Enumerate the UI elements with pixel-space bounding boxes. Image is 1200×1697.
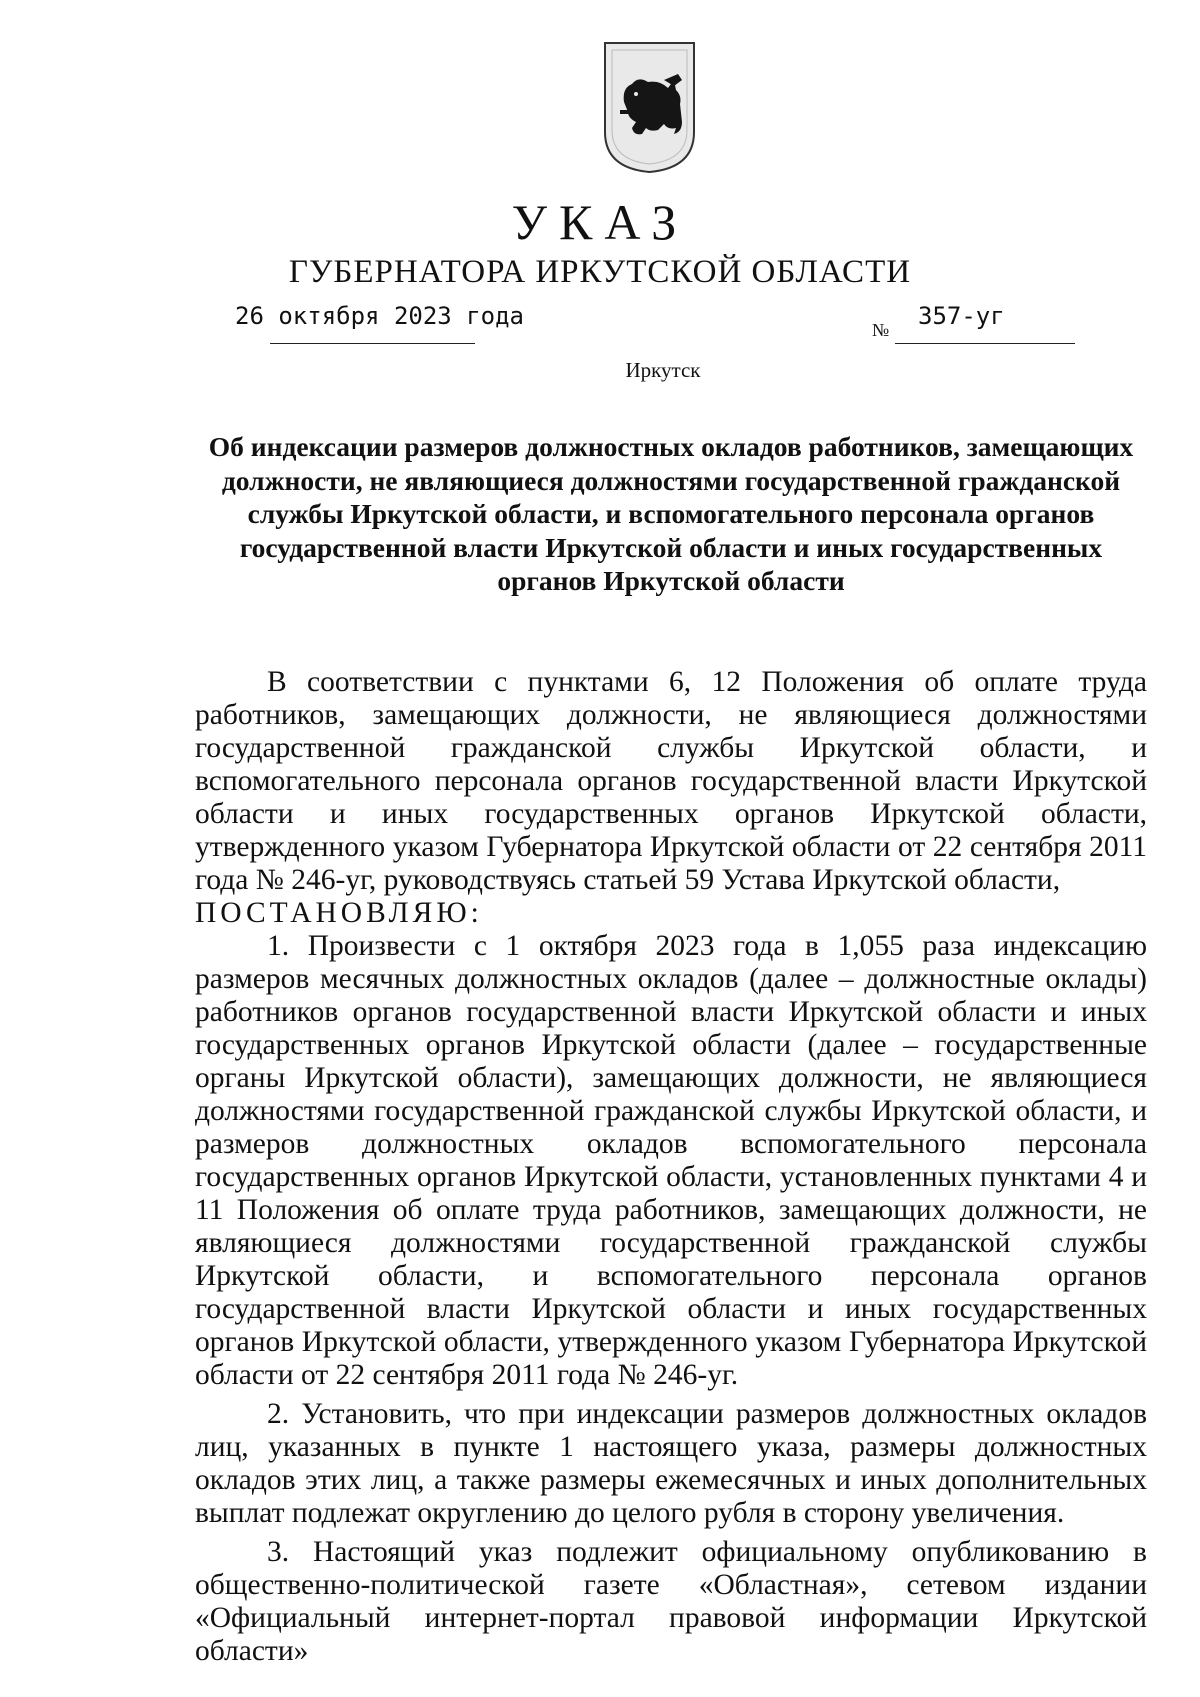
document-date: 26 октября 2023 года bbox=[235, 302, 524, 330]
item-paragraph: 3. Настоящий указ подлежит официальному опубликованию в общественно-политической газете «Областная», сетевом издании «Официальный интернет-портал правовой информации Иркутской области» bbox=[195, 1536, 1147, 1667]
document-body bbox=[195, 666, 1147, 1668]
document-heading: Об индексации размеров должностных окладов работников, замещающих должности, не являющиеся должностями государственной гражданской службы Иркутской области, и вспомогательного персонала органов государственной власти Иркутской области и иных государственных органов Иркутской области bbox=[208, 431, 1134, 596]
coat-of-arms-icon bbox=[602, 40, 697, 175]
preamble-paragraph: В соответствии с пунктами 6, 12 Положения об оплате труда работников, замещающих должности, не являющиеся должностями государственной гражданской службы Иркутской области, и вспомогательного персонала органов государственной власти Иркутской области и иных государственных органов Иркутской области, утвержденного указом Губернатора Иркутской области от 22 сентября 2011 года № 246-уг, руководствуясь статьей 59 Устава Иркутской области, bbox=[195, 666, 1147, 896]
item-paragraph: 2. Установить, что при индексации размеров должностных окладов лиц, указанных в пункте 1 настоящего указа, размеры должностных окладов этих лиц, а также размеры ежемесячных и иных дополнительных выплат подлежат округлению до целого рубля в сторону увеличения. bbox=[195, 1398, 1147, 1529]
date-underline bbox=[270, 343, 475, 344]
decree-word: ПОСТАНОВЛЯЮ: bbox=[195, 897, 483, 929]
document-number: 357-уг bbox=[918, 302, 1005, 330]
document-city: Иркутск bbox=[625, 358, 701, 382]
document-subtitle: ГУБЕРНАТОРА ИРКУТСКОЙ ОБЛАСТИ bbox=[288, 254, 912, 290]
number-label: № bbox=[872, 320, 890, 340]
item-paragraph: 1. Произвести с 1 октября 2023 года в 1,055 раза индексацию размеров месячных должностных окладов (далее – должностные оклады) работников органов государственной власти Иркутской области и иных государственных органов Иркутской области (далее – государственные органы Иркутской области), замещающих должности, не являющиеся должностями государственной гражданской службы Иркутской области, и размеров должностных окладов вспомогательного персонала государственных органов Иркутской области, установленных пунктами 4 и 11 Положения об оплате труда работников, замещающих должности, не являющиеся должностями государственной гражданской службы Иркутской области, и вспомогательного персонала органов государственной власти Иркутской области и иных государственных органов Иркутской области, утвержденного указом Губернатора Иркутской области от 22 сентября 2011 года № 246-уг. bbox=[195, 930, 1147, 1391]
number-underline bbox=[895, 343, 1075, 344]
document-title: УКАЗ bbox=[511, 194, 689, 250]
